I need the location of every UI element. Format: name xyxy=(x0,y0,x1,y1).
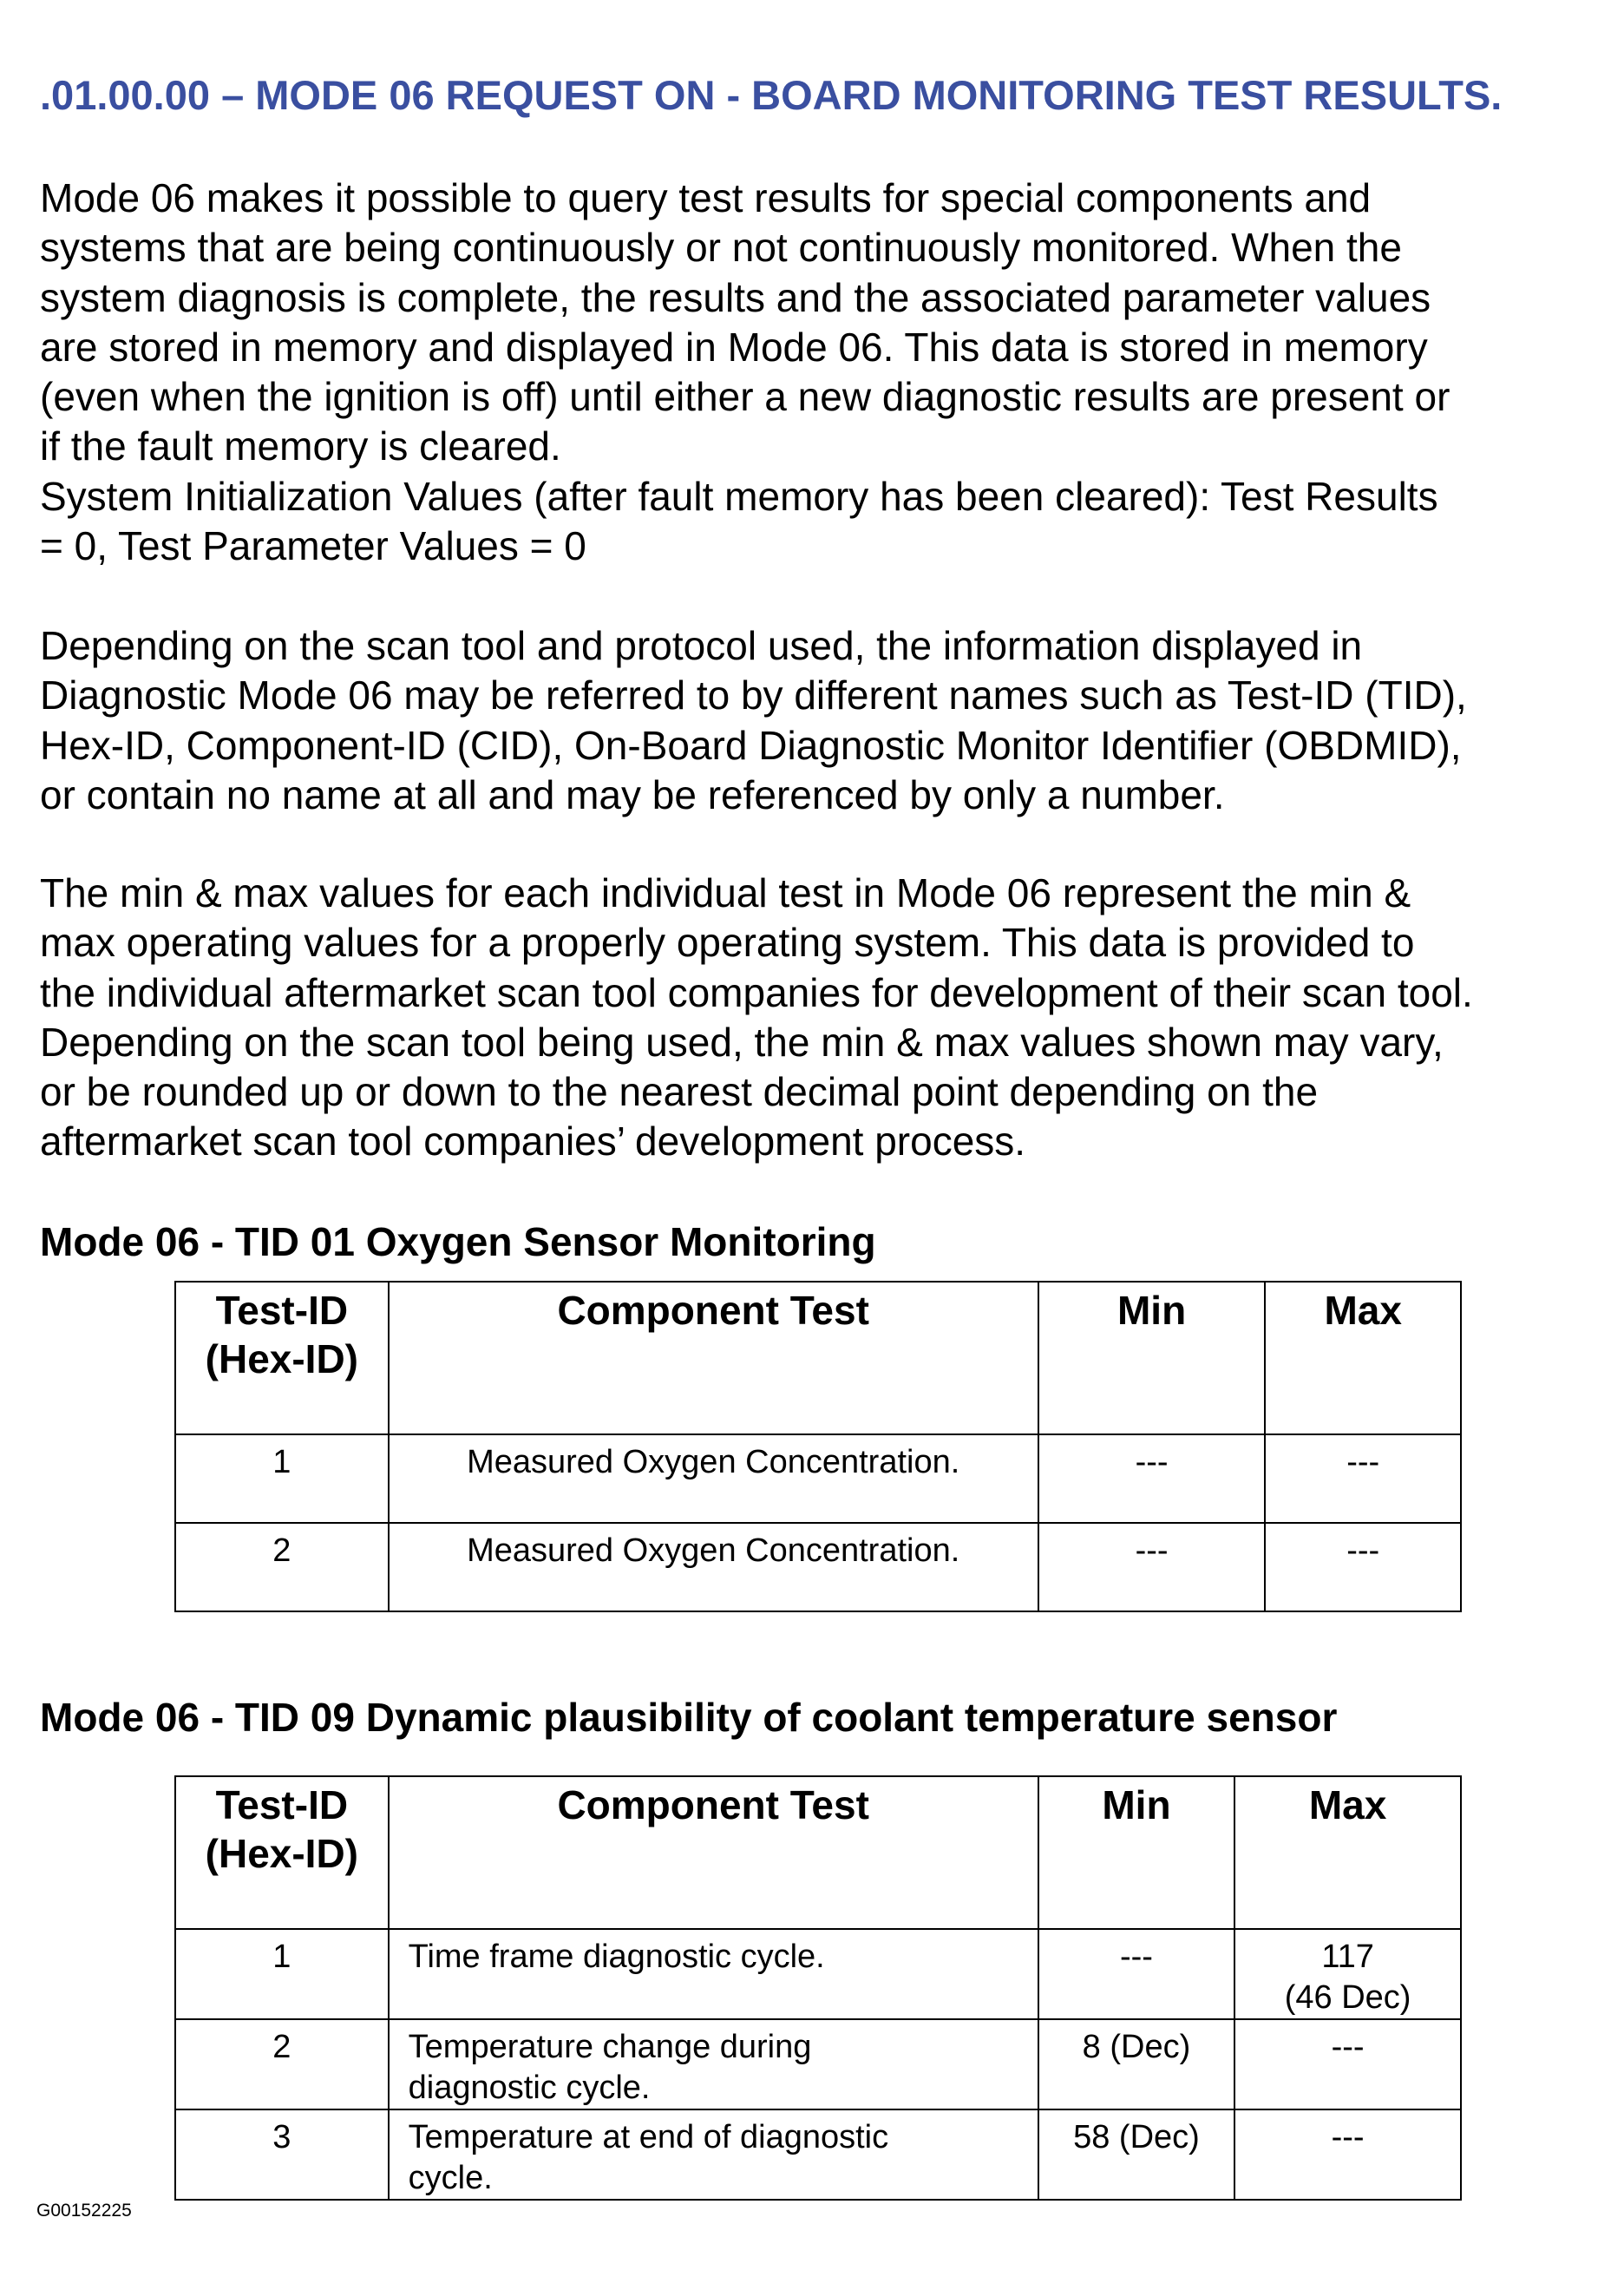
cell-min: --- xyxy=(1038,1929,1235,2019)
paragraph-line: system diagnosis is complete, the results and the associated parameter values xyxy=(40,274,1431,320)
cell-min: --- xyxy=(1038,1434,1266,1523)
cell-test-id: 2 xyxy=(175,2019,389,2109)
cell-max-line: --- xyxy=(1331,2119,1365,2155)
naming-paragraph xyxy=(40,621,1601,820)
cell-component xyxy=(389,1929,1038,2019)
cell-component: Measured Oxygen Concentration. xyxy=(389,1434,1038,1523)
paragraph-line: Depending on the scan tool being used, the min & max values shown may vary, xyxy=(40,1019,1444,1065)
cell-test-id: 1 xyxy=(175,1929,389,2019)
table-row xyxy=(175,1523,1461,1611)
paragraph-line: systems that are being continuously or not continuously monitored. When the xyxy=(40,225,1402,271)
paragraph-line: max operating values for a properly operating system. This data is provided to xyxy=(40,920,1415,966)
cell-component xyxy=(389,2019,1038,2109)
table-header-row xyxy=(175,1776,1461,1929)
paragraph-line: if the fault memory is cleared. xyxy=(40,423,561,469)
header-max: Max xyxy=(1234,1776,1461,1929)
header-test-id-line: (Hex-ID) xyxy=(205,1831,358,1876)
cell-component-line: Time frame diagnostic cycle. xyxy=(408,1939,825,1975)
paragraph-line: the individual aftermarket scan tool companies for development of their scan tool. xyxy=(40,969,1473,1015)
min-max-paragraph xyxy=(40,869,1601,1167)
cell-test-id: 3 xyxy=(175,2109,389,2200)
cell-max xyxy=(1234,2019,1461,2109)
coolant-sensor-table xyxy=(174,1775,1462,2201)
paragraph-line: Diagnostic Mode 06 may be referred to by different names such as Test-ID (TID), xyxy=(40,672,1467,718)
header-component-test: Component Test xyxy=(389,1776,1038,1929)
header-test-id xyxy=(175,1776,389,1929)
cell-max: --- xyxy=(1265,1523,1461,1611)
header-test-id xyxy=(175,1282,389,1434)
header-component-test: Component Test xyxy=(389,1282,1038,1434)
cell-max xyxy=(1234,1929,1461,2019)
paragraph-line: or contain no name at all and may be referenced by only a number. xyxy=(40,771,1225,817)
table-header-row xyxy=(175,1282,1461,1434)
figure-id: G00152225 xyxy=(36,2201,132,2221)
cell-max-line: --- xyxy=(1331,2029,1365,2065)
page-heading: .01.00.00 – MODE 06 REQUEST ON - BOARD MONITORING TEST RESULTS. xyxy=(40,72,1503,118)
table-row xyxy=(175,2019,1461,2109)
table-row xyxy=(175,1929,1461,2019)
cell-min: 58 (Dec) xyxy=(1038,2109,1235,2200)
cell-component xyxy=(389,2109,1038,2200)
cell-min: --- xyxy=(1038,1523,1266,1611)
header-test-id-line: Test-ID xyxy=(215,1782,349,1827)
cell-component-line: Temperature at end of diagnostic xyxy=(408,2119,889,2155)
paragraph-line: System Initialization Values (after fault memory has been cleared): Test Results xyxy=(40,473,1438,519)
paragraph-line: or be rounded up or down to the nearest decimal point depending on the xyxy=(40,1069,1319,1115)
header-test-id-line: (Hex-ID) xyxy=(205,1336,358,1381)
paragraph-line: The min & max values for each individual test in Mode 06 represent the min & xyxy=(40,870,1411,915)
paragraph-line: (even when the ignition is off) until either a new diagnostic results are present or xyxy=(40,374,1450,420)
cell-test-id: 1 xyxy=(175,1434,389,1523)
paragraph-line: are stored in memory and displayed in Mode 06. This data is stored in memory xyxy=(40,324,1428,370)
header-min: Min xyxy=(1038,1776,1235,1929)
cell-component: Measured Oxygen Concentration. xyxy=(389,1523,1038,1611)
table-row xyxy=(175,2109,1461,2200)
paragraph-line: aftermarket scan tool companies’ development process. xyxy=(40,1119,1026,1165)
cell-component-line: cycle. xyxy=(408,2160,493,2196)
table2-title: Mode 06 - TID 09 Dynamic plausibility of coolant temperature sensor xyxy=(40,1695,1338,1740)
cell-max: --- xyxy=(1265,1434,1461,1523)
table-row xyxy=(175,1434,1461,1523)
header-min: Min xyxy=(1038,1282,1266,1434)
cell-min: 8 (Dec) xyxy=(1038,2019,1235,2109)
header-max: Max xyxy=(1265,1282,1461,1434)
oxygen-sensor-table xyxy=(174,1281,1462,1612)
paragraph-line: Hex-ID, Component-ID (CID), On-Board Diagnostic Monitor Identifier (OBDMID), xyxy=(40,722,1462,768)
paragraph-line: Mode 06 makes it possible to query test results for special components and xyxy=(40,175,1372,220)
table1-title: Mode 06 - TID 01 Oxygen Sensor Monitoring xyxy=(40,1219,876,1264)
intro-paragraph xyxy=(40,174,1601,571)
paragraph-line: = 0, Test Parameter Values = 0 xyxy=(40,523,586,569)
paragraph-line: Depending on the scan tool and protocol used, the information displayed in xyxy=(40,623,1363,668)
cell-component-line: Temperature change during xyxy=(408,2029,812,2065)
cell-max xyxy=(1234,2109,1461,2200)
cell-max-line: (46 Dec) xyxy=(1284,1979,1411,2016)
cell-max-line: 117 xyxy=(1321,1939,1374,1975)
header-test-id-line: Test-ID xyxy=(215,1288,349,1333)
cell-test-id: 2 xyxy=(175,1523,389,1611)
cell-component-line: diagnostic cycle. xyxy=(408,2070,651,2106)
